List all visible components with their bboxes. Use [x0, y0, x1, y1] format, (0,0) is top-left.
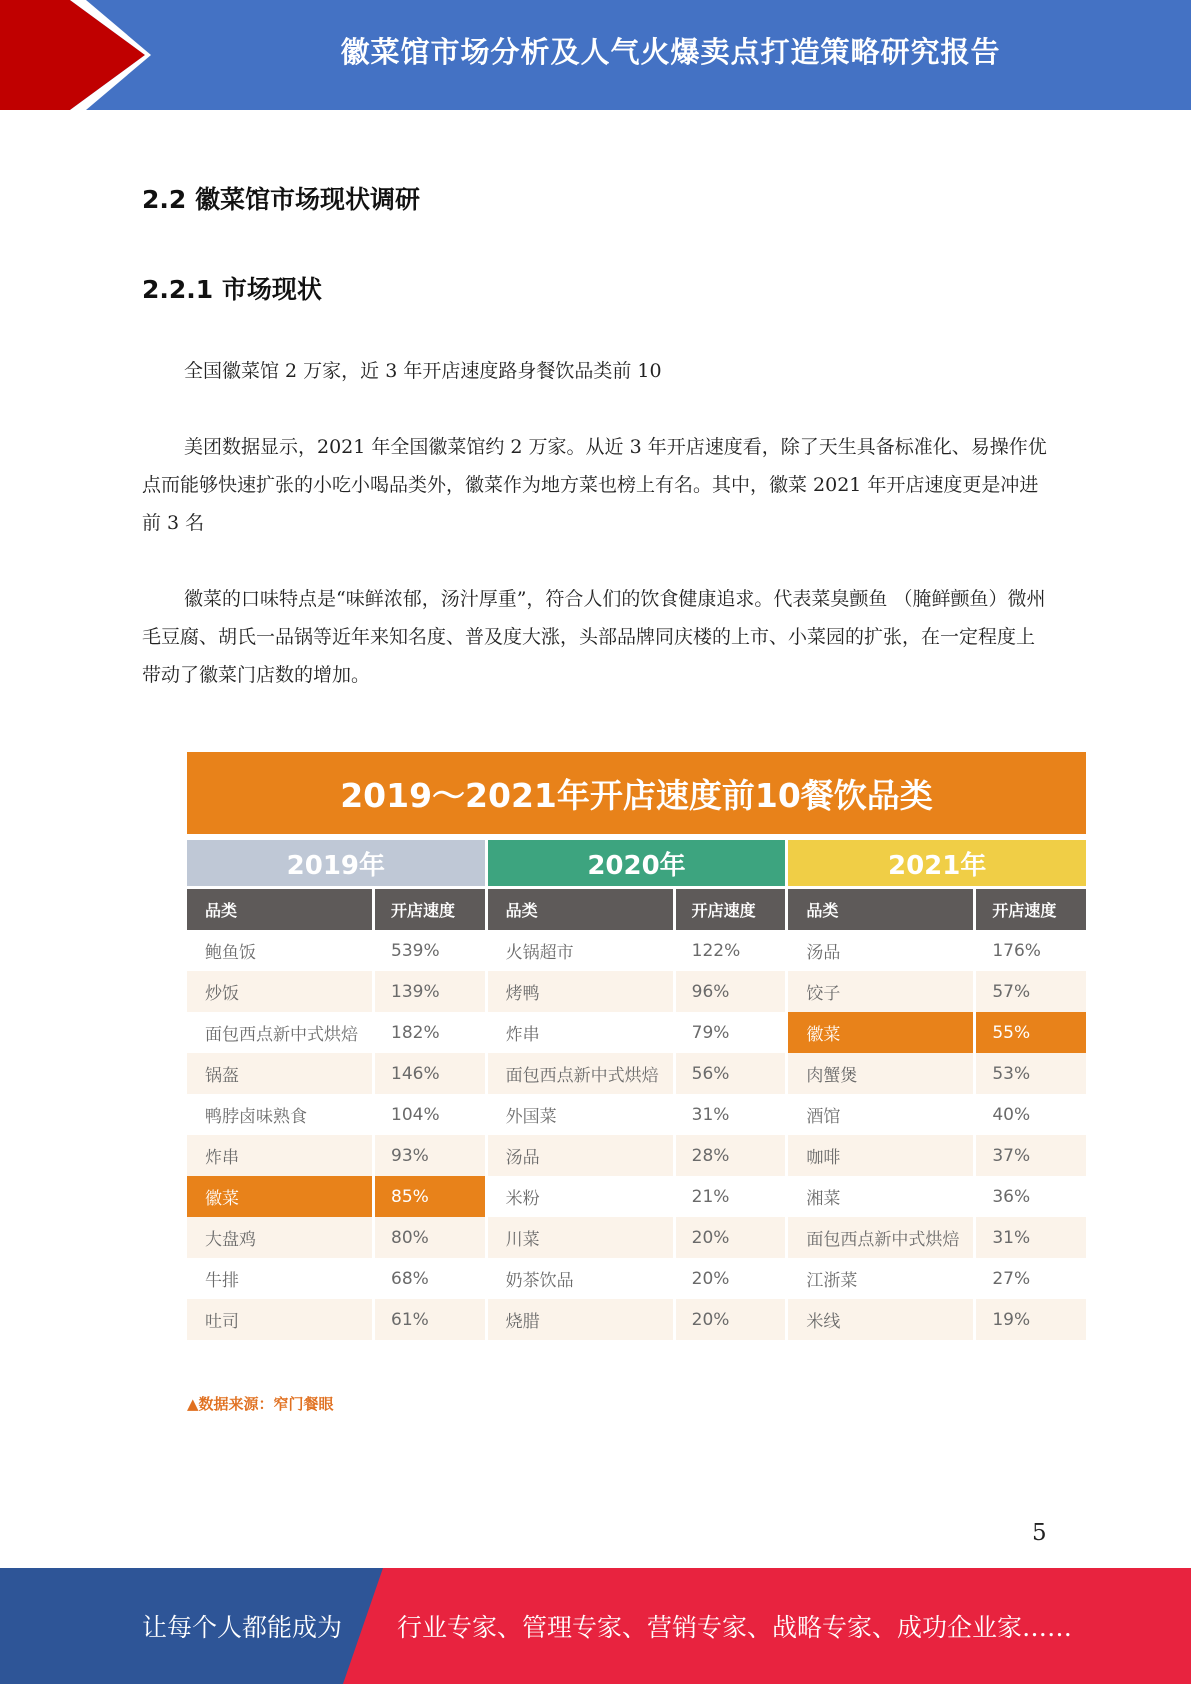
- table-row: [788, 930, 1086, 971]
- category-cell: 烤鸭: [488, 971, 676, 1012]
- year-column: [788, 889, 1086, 1340]
- paragraph-3: [142, 580, 1052, 694]
- speed-cell: 122%: [691, 940, 741, 961]
- table-row: [187, 1135, 485, 1176]
- table-row: [187, 1217, 485, 1258]
- category-cell: 米线: [788, 1299, 976, 1340]
- section-heading: 2.2 徽菜馆市场现状调研: [142, 185, 420, 214]
- speed-cell: 21%: [691, 1186, 730, 1207]
- table-row: [488, 1299, 786, 1340]
- table-row: [187, 930, 485, 971]
- table-row: [488, 1094, 786, 1135]
- year-header: 2021年: [788, 840, 1086, 886]
- speed-cell: 68%: [391, 1268, 429, 1289]
- paragraph-1: [142, 352, 1052, 390]
- speed-cell: 20%: [691, 1268, 730, 1289]
- footer-slogan-left: 让每个人都能成为: [142, 1613, 343, 1642]
- speed-cell: 61%: [391, 1309, 429, 1330]
- paragraph-2: [142, 428, 1052, 542]
- category-header: 品类: [488, 889, 676, 930]
- speed-cell: 176%: [992, 940, 1041, 961]
- speed-cell: 27%: [992, 1268, 1031, 1289]
- column-header-row: [187, 889, 485, 930]
- year-header: 2020年: [488, 840, 786, 886]
- speed-cell: 57%: [992, 981, 1031, 1002]
- year-header: 2019年: [187, 840, 485, 886]
- table-row: [488, 1176, 786, 1217]
- footer-banner: [0, 1568, 1191, 1684]
- category-cell: 川菜: [488, 1217, 676, 1258]
- table-row: [788, 1012, 1086, 1053]
- speed-cell: 80%: [391, 1227, 429, 1248]
- category-cell: 饺子: [788, 971, 976, 1012]
- category-cell: 酒馆: [788, 1094, 976, 1135]
- speed-cell: 36%: [992, 1186, 1031, 1207]
- subsection-heading: 2.2.1 市场现状: [142, 275, 322, 304]
- table-row: [488, 1135, 786, 1176]
- table-columns: [187, 889, 1086, 1340]
- category-cell: 锅盔: [187, 1053, 375, 1094]
- speed-cell: 28%: [691, 1145, 730, 1166]
- category-cell: 咖啡: [788, 1135, 976, 1176]
- column-header-row: [488, 889, 786, 930]
- table-row: [788, 1053, 1086, 1094]
- category-cell: 江浙菜: [788, 1258, 976, 1299]
- speed-cell: 182%: [391, 1022, 440, 1043]
- speed-header: 开店速度: [691, 901, 756, 920]
- category-cell: 牛排: [187, 1258, 375, 1299]
- speed-cell: 56%: [691, 1063, 730, 1084]
- paragraph-2-text: 美团数据显示，2021 年全国徽菜馆约 2 万家。从近 3 年开店速度看，除了天生具备标准化、易操作优点而能够快速扩张的小吃小喝品类外，徽菜作为地方菜也榜上有名。其中，徽菜 2021 年开店速度更是冲进前 3 名: [142, 436, 1047, 534]
- speed-cell: 20%: [691, 1227, 730, 1248]
- category-cell: 火锅超市: [488, 930, 676, 971]
- speed-cell: 40%: [992, 1104, 1031, 1125]
- speed-header: 开店速度: [992, 901, 1057, 920]
- category-cell: 鲍鱼饭: [187, 930, 375, 971]
- table-row: [488, 1053, 786, 1094]
- header-banner: [0, 0, 1191, 110]
- table-row: [187, 971, 485, 1012]
- table-row: [788, 1094, 1086, 1135]
- speed-cell: 19%: [992, 1309, 1031, 1330]
- table-row: [788, 1258, 1086, 1299]
- paragraph-1-text: 全国徽菜馆 2 万家，近 3 年开店速度路身餐饮品类前 10: [184, 360, 662, 382]
- year-column: [187, 889, 485, 1340]
- category-cell: 米粉: [488, 1176, 676, 1217]
- speed-cell: 539%: [391, 940, 440, 961]
- category-cell: 肉蟹煲: [788, 1053, 976, 1094]
- table-row: [488, 930, 786, 971]
- table-row: [788, 1176, 1086, 1217]
- table-row: [488, 971, 786, 1012]
- table-row: [187, 1258, 485, 1299]
- category-cell: 面包西点新中式烘焙: [788, 1217, 976, 1258]
- speed-cell: 96%: [691, 981, 730, 1002]
- category-cell: 炸串: [187, 1135, 375, 1176]
- speed-cell: 139%: [391, 981, 440, 1002]
- footer-slogan-right: 行业专家、管理专家、营销专家、战略专家、成功企业家……: [397, 1613, 1073, 1642]
- speed-cell: 85%: [391, 1186, 429, 1207]
- category-cell: 徽菜: [187, 1176, 375, 1217]
- category-cell: 外国菜: [488, 1094, 676, 1135]
- category-cell: 面包西点新中式烘焙: [187, 1012, 375, 1053]
- category-cell: 徽菜: [788, 1012, 976, 1053]
- speed-cell: 146%: [391, 1063, 440, 1084]
- year-header-row: [187, 840, 1086, 886]
- speed-cell: 31%: [992, 1227, 1031, 1248]
- category-cell: 奶茶饮品: [488, 1258, 676, 1299]
- category-cell: 炒饭: [187, 971, 375, 1012]
- paragraph-3-text: 徽菜的口味特点是“味鲜浓郁，汤汁厚重”，符合人们的饮食健康追求。代表菜臭颤鱼 （腌鲜颤鱼）微州毛豆腐、胡氏一品锅等近年来知名度、普及度大涨，头部品牌同庆楼的上市、小菜园的扩张，在一定程度上带动了徽菜门店数的增加。: [142, 588, 1046, 686]
- speed-cell: 20%: [691, 1309, 730, 1330]
- category-header: 品类: [187, 889, 375, 930]
- speed-cell: 79%: [691, 1022, 730, 1043]
- speed-cell: 104%: [391, 1104, 440, 1125]
- speed-cell: 93%: [391, 1145, 429, 1166]
- category-cell: 汤品: [488, 1135, 676, 1176]
- category-cell: 面包西点新中式烘焙: [488, 1053, 676, 1094]
- category-cell: 烧腊: [488, 1299, 676, 1340]
- column-header-row: [788, 889, 1086, 930]
- category-cell: 炸串: [488, 1012, 676, 1053]
- data-source-note: ▲数据来源：窄门餐眼: [187, 1395, 334, 1413]
- table-row: [788, 971, 1086, 1012]
- table-title: 2019～2021年开店速度前10餐饮品类: [187, 752, 1086, 834]
- table-row: [788, 1135, 1086, 1176]
- speed-cell: 31%: [691, 1104, 730, 1125]
- ranking-table-figure: [187, 752, 1086, 1340]
- speed-header: 开店速度: [391, 901, 456, 920]
- category-cell: 汤品: [788, 930, 976, 971]
- table-row: [187, 1012, 485, 1053]
- report-title: 徽菜馆市场分析及人气火爆卖点打造策略研究报告: [340, 34, 1001, 69]
- table-row: [187, 1094, 485, 1135]
- table-row: [187, 1299, 485, 1340]
- speed-cell: 55%: [992, 1022, 1031, 1043]
- page-number: 5: [1032, 1520, 1047, 1546]
- table-row: [187, 1176, 485, 1217]
- category-cell: 吐司: [187, 1299, 375, 1340]
- year-column: [488, 889, 786, 1340]
- category-cell: 湘菜: [788, 1176, 976, 1217]
- speed-cell: 37%: [992, 1145, 1031, 1166]
- table-row: [187, 1053, 485, 1094]
- table-row: [788, 1217, 1086, 1258]
- category-cell: 鸭脖卤味熟食: [187, 1094, 375, 1135]
- category-cell: 大盘鸡: [187, 1217, 375, 1258]
- table-row: [488, 1217, 786, 1258]
- table-row: [488, 1258, 786, 1299]
- category-header: 品类: [788, 889, 976, 930]
- table-row: [788, 1299, 1086, 1340]
- speed-cell: 53%: [992, 1063, 1031, 1084]
- table-row: [488, 1012, 786, 1053]
